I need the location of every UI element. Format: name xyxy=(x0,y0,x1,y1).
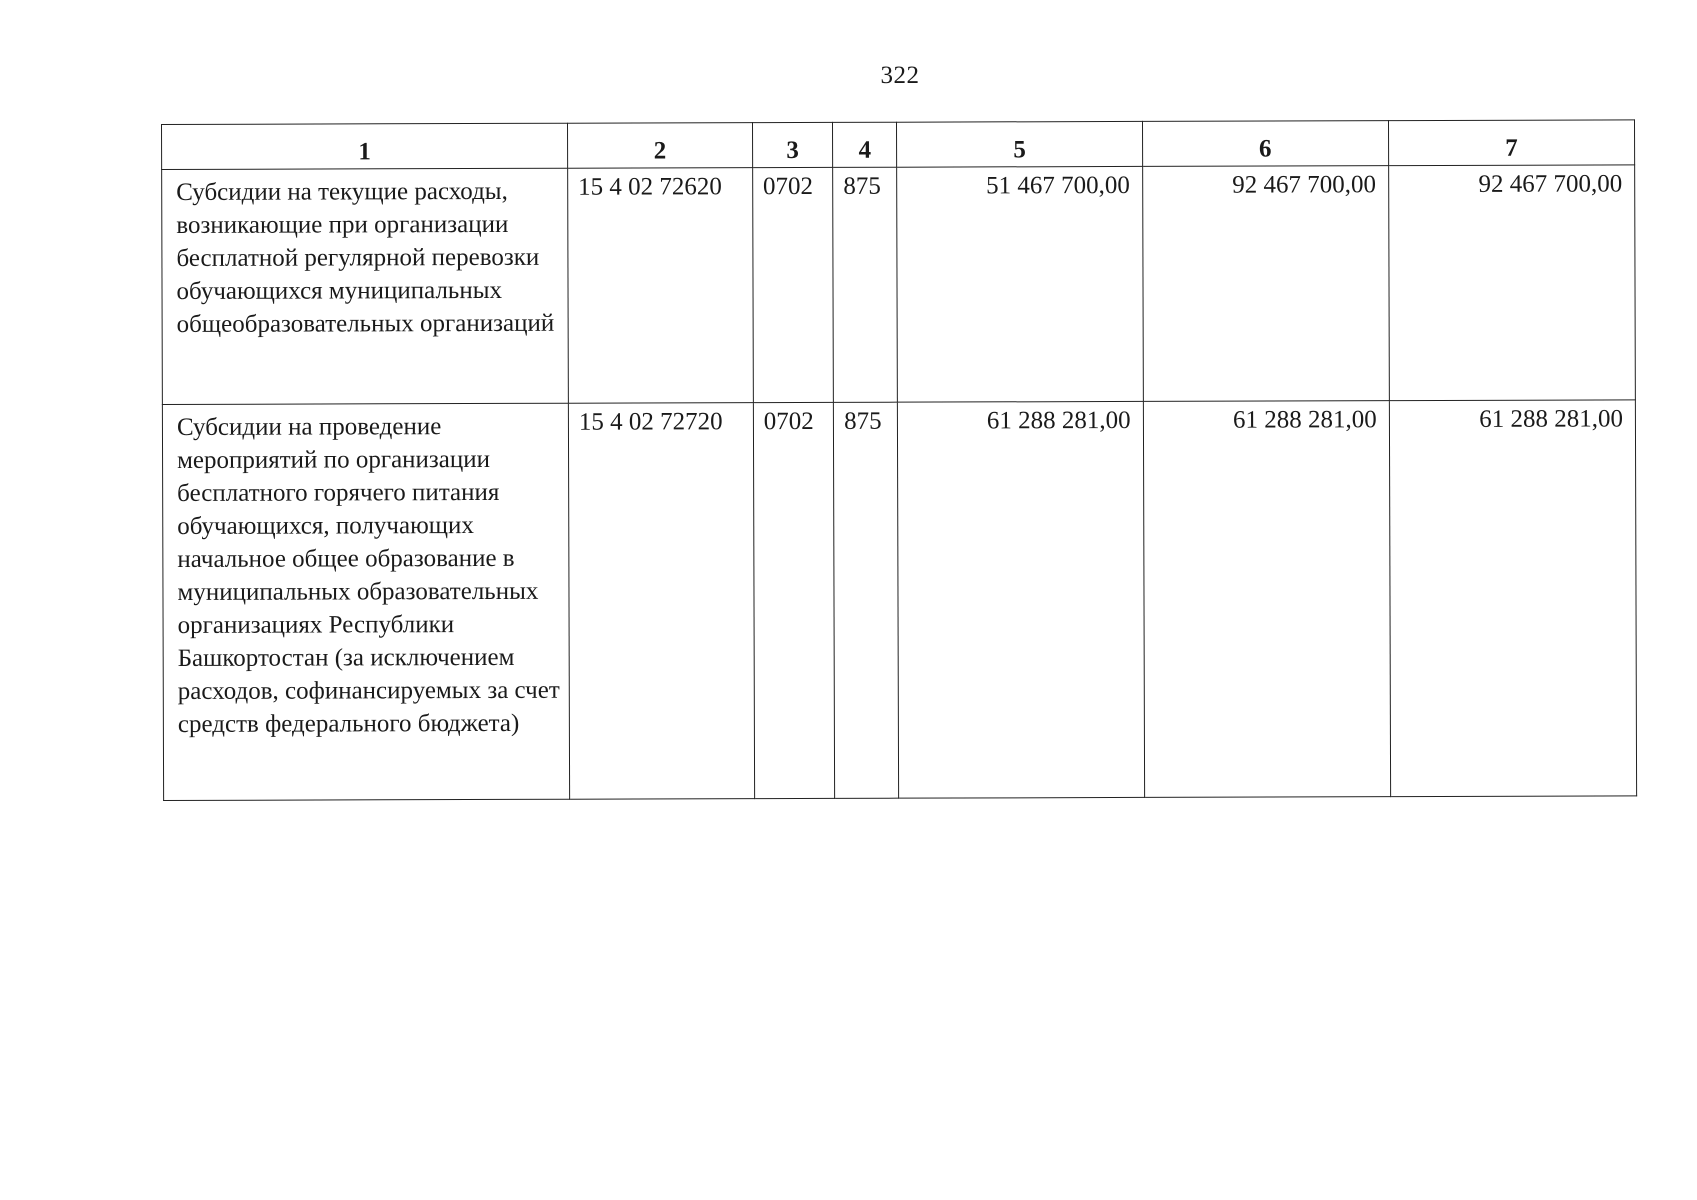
row-amount-6: 61 288 281,00 xyxy=(1143,401,1390,798)
column-header-2: 2 xyxy=(567,123,752,169)
table-row xyxy=(162,165,1636,405)
row-amount-5: 51 467 700,00 xyxy=(897,166,1143,402)
row-description: Субсидии на проведение мероприятий по организации бесплатного горячего питания обучающихся, получающих начальное общее образование в муниципальных образовательных организациях Республики Башкортостан (за исключением расходов, софинансируемых за счет средств федерального бюджета) xyxy=(162,403,569,800)
row-section-code: 0702 xyxy=(753,402,835,798)
column-header-5: 5 xyxy=(897,121,1142,167)
row-amount-7: 61 288 281,00 xyxy=(1389,400,1636,797)
column-header-1: 1 xyxy=(162,123,568,169)
table-row xyxy=(162,400,1636,801)
budget-table xyxy=(161,119,1637,801)
page-number: 322 xyxy=(880,62,920,89)
column-header-6: 6 xyxy=(1142,121,1388,167)
row-section-code: 0702 xyxy=(752,167,833,402)
column-header-7: 7 xyxy=(1388,120,1634,166)
row-description: Субсидии на текущие расходы, возникающие при организации бесплатной регулярной перевозки обучающихся муниципальных общеобразовательных организаций xyxy=(162,168,569,404)
row-expense-type: 875 xyxy=(834,402,900,798)
row-amount-6: 92 467 700,00 xyxy=(1142,166,1389,402)
row-amount-7: 92 467 700,00 xyxy=(1388,165,1635,401)
row-target-code: 15 4 02 72620 xyxy=(568,168,754,404)
column-header-4: 4 xyxy=(833,122,897,167)
column-header-3: 3 xyxy=(752,122,833,167)
row-amount-5: 61 288 281,00 xyxy=(898,401,1144,798)
row-expense-type: 875 xyxy=(833,167,898,402)
row-target-code: 15 4 02 72720 xyxy=(568,403,754,800)
table-header-row xyxy=(162,120,1635,170)
